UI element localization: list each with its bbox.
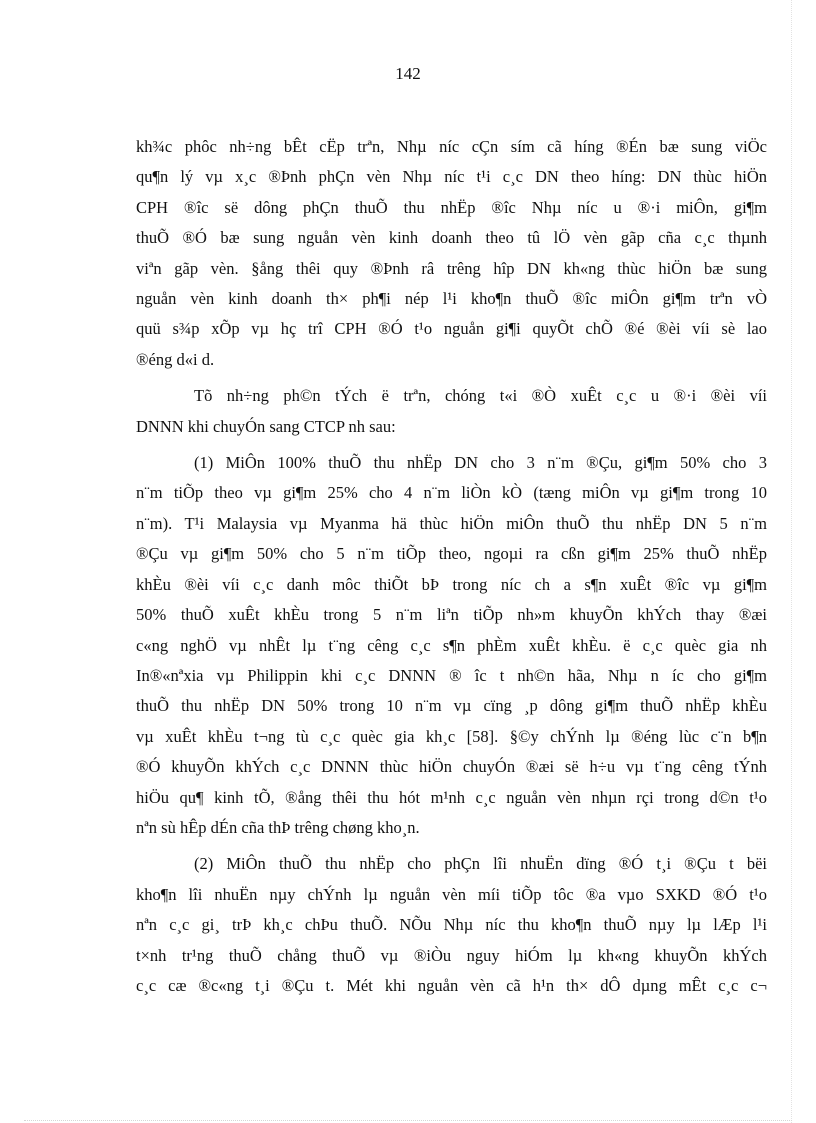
page-margin-guide — [791, 0, 792, 1123]
text-line: (1) MiÔn 100% thuÕ thu nhËp DN cho 3 n¨m ®Çu, gi¶m 50% cho 3 — [194, 453, 767, 473]
text-line: 50% thuÕ xuÊt khÈu trong 5 n¨m liªn tiÕp nh»m khuyÕn khÝch thay ®æi — [136, 605, 767, 625]
text-line: n¨m). T¹i Malaysia vµ Myanma hä thùc hiÖn miÔn thuÕ thu nhËp DN 5 n¨m — [136, 513, 767, 533]
body-text — [136, 132, 767, 1001]
text-line: t×nh tr¹ng thuÕ chång thuÕ vµ ®iÒu nguy hiÓm lµ kh«ng khuyÕn khÝch — [136, 945, 767, 965]
text-line: viªn gãp vèn. §ång thêi quy ®Þnh râ trêng hîp DN kh«ng thùc hiÖn bæ sung — [136, 258, 767, 278]
page-number: 142 — [395, 64, 421, 83]
text-line: nªn sù hÊp dÉn cña thÞ trêng chøng kho¸n. — [136, 817, 420, 837]
text-line: kho¶n lîi nhuËn nµy chÝnh lµ nguån vèn míi tiÕp tôc ®a vµo SXKD ®Ó t¹o — [136, 884, 767, 904]
paragraph-1 — [136, 132, 767, 375]
text-line: n¨m tiÕp theo vµ gi¶m 25% cho 4 n¨m liÒn kÒ (tæng miÔn vµ gi¶m trong 10 — [136, 483, 767, 503]
paragraph-3 — [136, 448, 767, 843]
text-line: nªn c¸c gi¸ trÞ kh¸c chÞu thuÕ. NÕu Nhµ níc thu kho¶n thuÕ nµy lµ lÆp l¹i — [136, 915, 767, 935]
text-line: c¸c cæ ®c«ng t¸i ®Çu t. Mét khi nguån vèn cã h¹n th× dÔ dµng mÊt c¸c c¬ — [136, 975, 767, 995]
text-line: (2) MiÔn thuÕ thu nhËp cho phÇn lîi nhuËn dïng ®Ó t¸i ®Çu t bëi — [194, 854, 767, 874]
text-line: nguån vèn kinh doanh th× ph¶i nép l¹i kho¶n thuÕ ®îc miÔn gi¶m trªn vÒ — [136, 289, 767, 309]
text-line: thuÕ ®Ó bæ sung nguån vèn kinh doanh theo tû lÖ vèn gãp cña c¸c thµnh — [136, 228, 767, 248]
text-line: ®Çu vµ gi¶m 50% cho 5 n¨m tiÕp theo, ngoµi ra cßn gi¶m 25% thuÕ nhËp — [136, 544, 767, 564]
text-line: ®Ó khuyÕn khÝch c¸c DNNN thùc hiÖn chuyÓn ®æi së h÷u vµ t¨ng cêng tÝnh — [136, 757, 767, 777]
text-line: kh¾c phôc nh÷ng bÊt cËp trªn, Nhµ níc cÇn sím cã híng ®Én bæ sung viÖc — [136, 137, 767, 156]
text-line: Tõ nh÷ng ph©n tÝch ë trªn, chóng t«i ®Ò xuÊt c¸c u ®·i ®èi víi — [194, 386, 767, 406]
text-line: vµ xuÊt khÈu t¬ng tù c¸c quèc gia kh¸c [58]. §©y chÝnh lµ ®éng lùc c¨n b¶n — [136, 726, 767, 746]
text-line: quü s¾p xÕp vµ hç trî CPH ®Ó t¹o nguån gi¶i quyÕt chÕ ®é ®èi víi sè lao — [136, 319, 767, 339]
paragraph-4 — [136, 849, 767, 1001]
text-line: DNNN khi chuyÓn sang CTCP nh sau: — [136, 416, 396, 436]
text-line: hiÖu qu¶ kinh tÕ, ®ång thêi thu hót m¹nh c¸c nguån vèn nhµn rçi trong d©n t¹o — [136, 787, 767, 807]
text-line: ®éng d«i d. — [136, 349, 215, 369]
text-line: thuÕ thu nhËp DN 50% trong 10 n¨m vµ cïng ¸p dông gi¶m thuÕ nhËp khÈu — [136, 696, 767, 716]
text-line: khÈu ®èi víi c¸c danh môc thiÕt bÞ trong níc ch a s¶n xuÊt ®îc vµ gi¶m — [136, 574, 767, 594]
text-line: c«ng nghÖ vµ nhÊt lµ t¨ng cêng c¸c s¶n phÈm xuÊt khÈu. ë c¸c quèc gia nh — [136, 635, 767, 655]
text-line: qu¶n lý vµ x¸c ®Þnh phÇn vèn Nhµ níc t¹i c¸c DN theo híng: DN thùc hiÖn — [136, 167, 767, 187]
page-bottom-guide — [24, 1120, 792, 1121]
text-line: In®«nªxia vµ Philippin khi c¸c DNNN ® îc t nh©n hãa, Nhµ n íc cho gi¶m — [136, 665, 767, 685]
text-line: CPH ®îc së dông phÇn thuÕ thu nhËp ®îc Nhµ níc u ®·i miÔn, gi¶m — [136, 197, 767, 217]
paragraph-2 — [136, 381, 767, 442]
